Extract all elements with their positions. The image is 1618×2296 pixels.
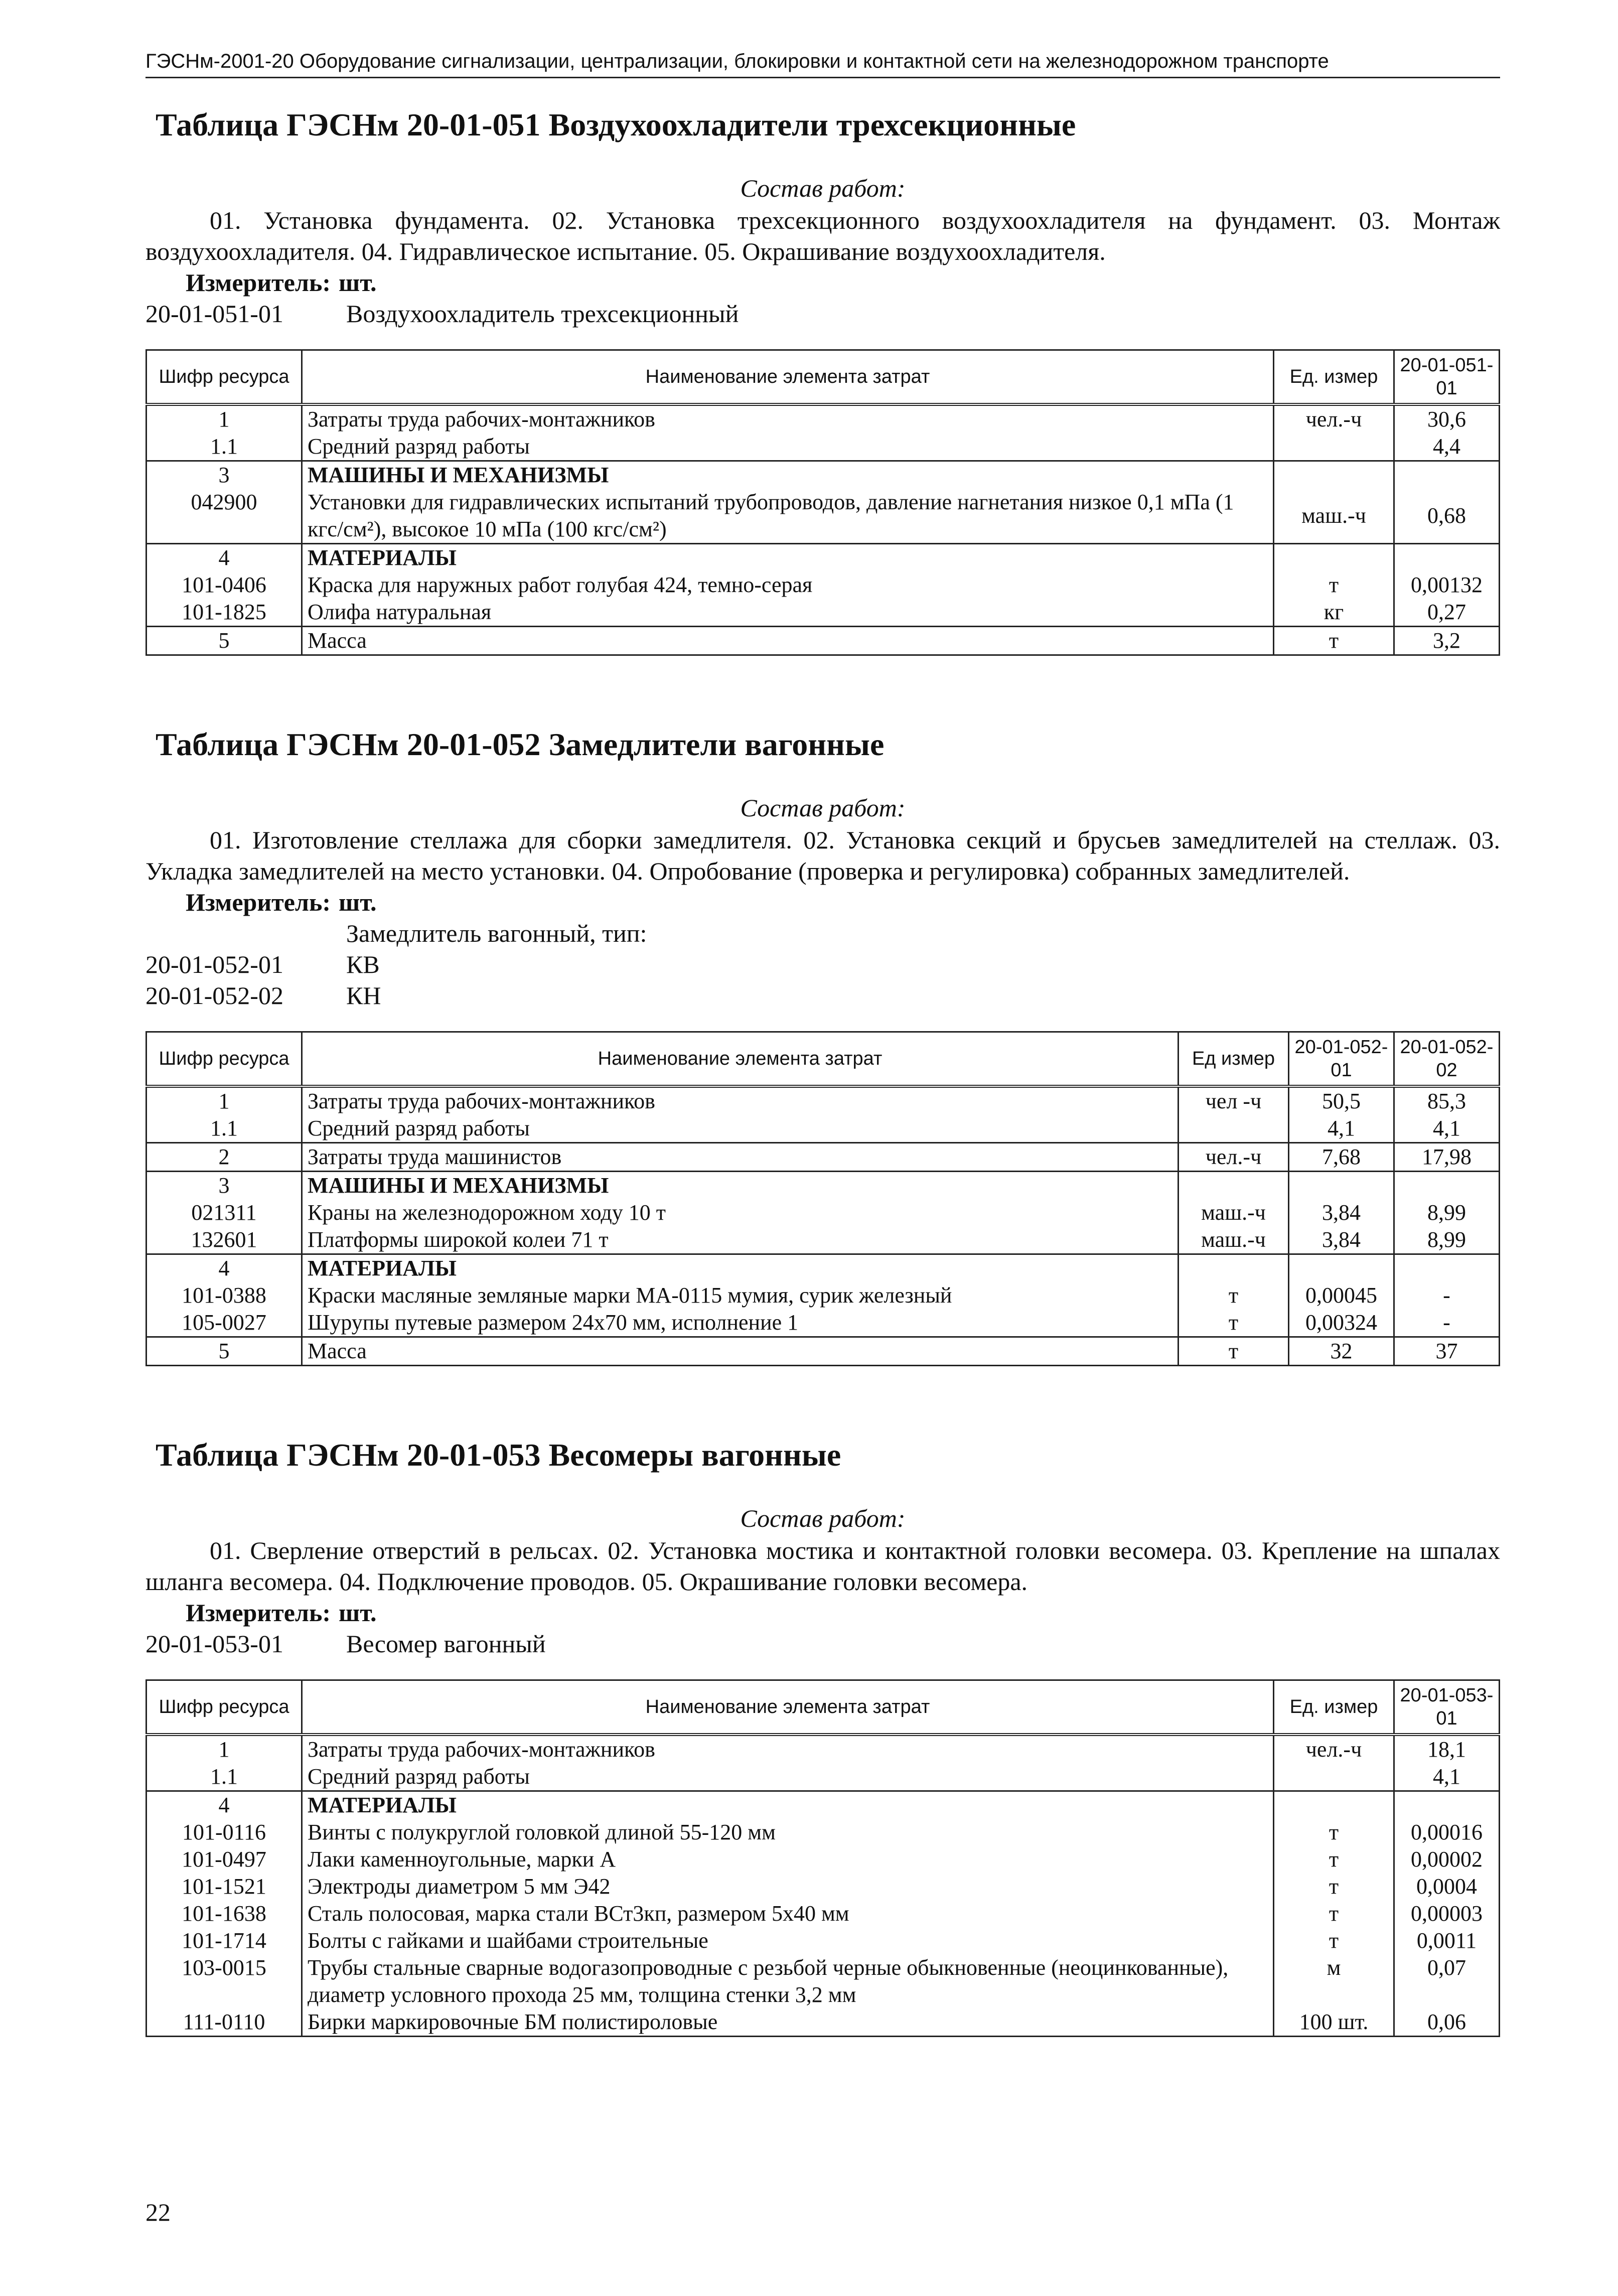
cell-code: 101-1714: [146, 1927, 302, 1954]
cell-name: Масса: [302, 627, 1274, 655]
cell-name: Болты с гайками и шайбами строительные: [302, 1927, 1274, 1954]
measure-line: [186, 887, 1500, 918]
cell-code: 1.1: [146, 1763, 302, 1791]
cell-value: 0,0004: [1394, 1873, 1500, 1900]
cell-value: [1394, 1172, 1500, 1200]
works-text: 01. Установка фундамента. 02. Установка трехсекционного воздухоохладителя на фундамент. 03. Монтаж воздухоохладителя. 04. Гидравлическое испытание. 05. Окрашивание воздухоохладителя.: [145, 206, 1500, 265]
table-row: [146, 433, 1500, 461]
header-code: Шифр ресурса: [146, 1680, 302, 1735]
cell-name: Затраты труда рабочих-монтажников: [302, 1086, 1179, 1115]
cell-name: Средний разряд работы: [302, 1763, 1274, 1791]
resource-table: [145, 1031, 1500, 1366]
cell-code: 3: [146, 461, 302, 489]
table-row: [146, 1819, 1500, 1846]
cell-code: 101-1521: [146, 1873, 302, 1900]
table-row: [146, 1846, 1500, 1873]
header-norm-code: 20-01-052-01: [1289, 1032, 1394, 1087]
cell-name: Затраты труда рабочих-монтажников: [302, 1735, 1274, 1763]
table-row: [146, 1282, 1500, 1309]
cell-name: Сталь полосовая, марка стали ВСт3кп, размером 5x40 мм: [302, 1900, 1274, 1927]
cell-name: Электроды диаметром 5 мм Э42: [302, 1873, 1274, 1900]
cell-value: 8,99: [1394, 1226, 1500, 1254]
cell-code: 021311: [146, 1199, 302, 1226]
cell-code: 4: [146, 544, 302, 572]
cell-unit: чел -ч: [1179, 1086, 1289, 1115]
cell-value: 0,00324: [1289, 1309, 1394, 1337]
cell-value: -: [1394, 1309, 1500, 1337]
cell-value: 85,3: [1394, 1086, 1500, 1115]
cell-value: 0,00002: [1394, 1846, 1500, 1873]
cell-unit: [1274, 544, 1394, 572]
cell-code: 1: [146, 1735, 302, 1763]
cell-name: МАШИНЫ И МЕХАНИЗМЫ: [302, 1172, 1179, 1200]
section-title: Таблица ГЭСНм 20-01-052 Замедлители вагонные: [156, 727, 885, 762]
page-number: 22: [145, 2198, 171, 2226]
section-title: Таблица ГЭСНм 20-01-053 Весомеры вагонные: [156, 1437, 841, 1473]
cell-unit: маш.-ч: [1274, 489, 1394, 544]
norm-name: КВ: [346, 950, 380, 978]
cell-unit: чел.-ч: [1274, 404, 1394, 433]
cell-code: 101-0116: [146, 1819, 302, 1846]
cell-unit: кг: [1274, 599, 1394, 627]
cell-unit: т: [1274, 627, 1394, 655]
table-row: [146, 1172, 1500, 1200]
table-row: [146, 489, 1500, 544]
table-row: [146, 1791, 1500, 1819]
cell-unit: [1274, 433, 1394, 461]
norm-name: КН: [346, 981, 381, 1010]
cell-value: [1394, 1254, 1500, 1282]
cell-code: 132601: [146, 1226, 302, 1254]
cell-value: 4,4: [1394, 433, 1500, 461]
type-heading: Замедлитель вагонный, тип:: [346, 919, 647, 947]
cell-value: 0,00016: [1394, 1819, 1500, 1846]
document-page: [145, 50, 1500, 2037]
sections-container: [145, 106, 1500, 2037]
cell-code: 101-0497: [146, 1846, 302, 1873]
table-row: [146, 1900, 1500, 1927]
cell-value: [1394, 544, 1500, 572]
table-row: [146, 1873, 1500, 1900]
table-row: [146, 1199, 1500, 1226]
measure-unit: шт.: [339, 268, 377, 297]
cell-name: МАТЕРИАЛЫ: [302, 544, 1274, 572]
table-row: [146, 1337, 1500, 1366]
cell-code: 1: [146, 404, 302, 433]
cell-name: Шурупы путевые размером 24x70 мм, исполнение 1: [302, 1309, 1179, 1337]
measure-label: Измеритель:: [186, 888, 331, 916]
cell-value: 3,2: [1394, 627, 1500, 655]
cell-unit: чел.-ч: [1179, 1143, 1289, 1172]
table-row: [146, 1763, 1500, 1791]
cell-value: 0,00003: [1394, 1900, 1500, 1927]
header-code: Шифр ресурса: [146, 1032, 302, 1087]
header-unit: Ед измер: [1179, 1032, 1289, 1087]
cell-name: Бирки маркировочные БМ полистироловые: [302, 2008, 1274, 2037]
cell-unit: [1179, 1172, 1289, 1200]
cell-value: 17,98: [1394, 1143, 1500, 1172]
table-header-row: [146, 350, 1500, 405]
resource-table: [145, 349, 1500, 656]
cell-value: 8,99: [1394, 1199, 1500, 1226]
measure-unit: шт.: [339, 1599, 377, 1627]
cell-unit: [1179, 1115, 1289, 1143]
header-norm-code: 20-01-053-01: [1394, 1680, 1500, 1735]
works-text: 01. Сверление отверстий в рельсах. 02. Установка мостика и контактной головки весомера. 03. Крепление на шпалах шланга весомера. 04. Подключение проводов. 05. Окрашивание головки весомера.: [145, 1536, 1500, 1596]
norm-code-line: [145, 298, 1500, 329]
cell-unit: [1274, 461, 1394, 489]
norm-name: Воздухоохладитель трехсекционный: [346, 300, 739, 328]
norm-name: Весомер вагонный: [346, 1630, 546, 1658]
cell-value: 0,27: [1394, 599, 1500, 627]
cell-name: Лаки каменноугольные, марки А: [302, 1846, 1274, 1873]
cell-value: 0,00132: [1394, 571, 1500, 599]
cell-unit: т: [1179, 1337, 1289, 1366]
works-text: 01. Изготовление стеллажа для сборки замедлителя. 02. Установка секций и брусьев замедлителей на стеллаж. 03. Укладка замедлителей на место установки. 04. Опробование (проверка и регулировка) собранных замедлителей.: [145, 826, 1500, 885]
table-row: [146, 1309, 1500, 1337]
cell-value: [1289, 1254, 1394, 1282]
cell-unit: 100 шт.: [1274, 2008, 1394, 2037]
table-row: [146, 544, 1500, 572]
cell-value: [1394, 461, 1500, 489]
cell-unit: т: [1274, 1873, 1394, 1900]
norm-code: 20-01-052-01: [145, 950, 283, 978]
cell-code: 111-0110: [146, 2008, 302, 2037]
cell-code: 101-0388: [146, 1282, 302, 1309]
table-row: [146, 1954, 1500, 2008]
table-row: [146, 1086, 1500, 1115]
cell-name: Средний разряд работы: [302, 1115, 1179, 1143]
table-row: [146, 2008, 1500, 2037]
cell-unit: т: [1274, 1846, 1394, 1873]
cell-value: 0,00045: [1289, 1282, 1394, 1309]
table-row: [146, 1927, 1500, 1954]
composition-label: Состав работ:: [740, 174, 906, 202]
cell-name: Платформы широкой колеи 71 т: [302, 1226, 1179, 1254]
header-norm-code: 20-01-052-02: [1394, 1032, 1500, 1087]
norm-code: 20-01-051-01: [145, 300, 283, 328]
cell-code: 3: [146, 1172, 302, 1200]
cell-unit: [1179, 1254, 1289, 1282]
table-row: [146, 461, 1500, 489]
cell-value: 3,84: [1289, 1199, 1394, 1226]
cell-unit: т: [1179, 1282, 1289, 1309]
norm-code: 20-01-052-02: [145, 981, 283, 1010]
cell-value: -: [1394, 1282, 1500, 1309]
cell-unit: маш.-ч: [1179, 1199, 1289, 1226]
cell-unit: т: [1274, 1900, 1394, 1927]
header-name: Наименование элемента затрат: [302, 1032, 1179, 1087]
cell-name: Средний разряд работы: [302, 433, 1274, 461]
table-row: [146, 627, 1500, 655]
header-name: Наименование элемента затрат: [302, 1680, 1274, 1735]
cell-code: 042900: [146, 489, 302, 544]
cell-name: Краски масляные земляные марки МА-0115 мумия, сурик железный: [302, 1282, 1179, 1309]
cell-name: Краны на железнодорожном ходу 10 т: [302, 1199, 1179, 1226]
cell-name: Установки для гидравлических испытаний трубопроводов, давление нагнетания низкое 0,1 мПа (1 кгс/см²), высокое 10 мПа (100 кгс/см²): [302, 489, 1274, 544]
cell-code: 1.1: [146, 1115, 302, 1143]
cell-code: 4: [146, 1791, 302, 1819]
section-title: Таблица ГЭСНм 20-01-051 Воздухоохладители трехсекционные: [156, 107, 1076, 142]
table-row: [146, 1735, 1500, 1763]
cell-value: 37: [1394, 1337, 1500, 1366]
cell-value: 0,68: [1394, 489, 1500, 544]
table-section: [145, 106, 1500, 656]
cell-name: Краска для наружных работ голубая 424, темно-серая: [302, 571, 1274, 599]
header-code: Шифр ресурса: [146, 350, 302, 405]
measure-line: [186, 1597, 1500, 1628]
cell-value: 32: [1289, 1337, 1394, 1366]
cell-value: 0,06: [1394, 2008, 1500, 2037]
cell-code: 1.1: [146, 433, 302, 461]
table-header-row: [146, 1032, 1500, 1087]
table-row: [146, 404, 1500, 433]
cell-unit: т: [1274, 1927, 1394, 1954]
cell-unit: [1274, 1763, 1394, 1791]
measure-label: Измеритель:: [186, 268, 331, 297]
cell-name: Винты с полукруглой головкой длиной 55-120 мм: [302, 1819, 1274, 1846]
header-unit: Ед. измер: [1274, 350, 1394, 405]
measure-label: Измеритель:: [186, 1599, 331, 1627]
table-row: [146, 1254, 1500, 1282]
cell-code: 2: [146, 1143, 302, 1172]
cell-code: 101-0406: [146, 571, 302, 599]
table-section: [145, 726, 1500, 1366]
cell-name: МАТЕРИАЛЫ: [302, 1791, 1274, 1819]
table-row: [146, 1143, 1500, 1172]
resource-table: [145, 1679, 1500, 2037]
cell-unit: [1274, 1791, 1394, 1819]
table-row: [146, 571, 1500, 599]
cell-code: 1: [146, 1086, 302, 1115]
header-name: Наименование элемента затрат: [302, 350, 1274, 405]
cell-code: 103-0015: [146, 1954, 302, 2008]
norm-code-line: [145, 1628, 1500, 1659]
cell-value: [1394, 1791, 1500, 1819]
cell-unit: чел.-ч: [1274, 1735, 1394, 1763]
header-norm-code: 20-01-051-01: [1394, 350, 1500, 405]
cell-unit: т: [1179, 1309, 1289, 1337]
cell-unit: м: [1274, 1954, 1394, 2008]
cell-code: 5: [146, 627, 302, 655]
cell-value: 4,1: [1394, 1115, 1500, 1143]
cell-unit: маш.-ч: [1179, 1226, 1289, 1254]
cell-name: Затраты труда рабочих-монтажников: [302, 404, 1274, 433]
table-section: [145, 1437, 1500, 2037]
cell-value: 4,1: [1394, 1763, 1500, 1791]
cell-name: МАТЕРИАЛЫ: [302, 1254, 1179, 1282]
cell-code: 4: [146, 1254, 302, 1282]
measure-unit: шт.: [339, 888, 377, 916]
cell-value: 7,68: [1289, 1143, 1394, 1172]
cell-name: Масса: [302, 1337, 1179, 1366]
cell-value: [1289, 1172, 1394, 1200]
norm-code-line: [145, 980, 1500, 1011]
cell-value: 18,1: [1394, 1735, 1500, 1763]
composition-label: Состав работ:: [740, 794, 906, 822]
norm-code: 20-01-053-01: [145, 1630, 283, 1658]
cell-code: 101-1825: [146, 599, 302, 627]
table-row: [146, 1226, 1500, 1254]
cell-value: 4,1: [1289, 1115, 1394, 1143]
header-unit: Ед. измер: [1274, 1680, 1394, 1735]
cell-name: МАШИНЫ И МЕХАНИЗМЫ: [302, 461, 1274, 489]
cell-code: 5: [146, 1337, 302, 1366]
running-header: ГЭСНм-2001-20 Оборудование сигнализации, централизации, блокировки и контактной сети на железнодорожном транспорте: [145, 50, 1500, 78]
table-row: [146, 1115, 1500, 1143]
measure-line: [186, 267, 1500, 298]
table-row: [146, 599, 1500, 627]
cell-unit: т: [1274, 1819, 1394, 1846]
cell-name: Олифа натуральная: [302, 599, 1274, 627]
table-header-row: [146, 1680, 1500, 1735]
cell-value: 0,0011: [1394, 1927, 1500, 1954]
cell-value: 0,07: [1394, 1954, 1500, 2008]
composition-label: Состав работ:: [740, 1504, 906, 1532]
cell-value: 3,84: [1289, 1226, 1394, 1254]
cell-value: 50,5: [1289, 1086, 1394, 1115]
cell-code: 101-1638: [146, 1900, 302, 1927]
cell-value: 30,6: [1394, 404, 1500, 433]
cell-unit: т: [1274, 571, 1394, 599]
norm-code-line: [145, 949, 1500, 980]
cell-code: 105-0027: [146, 1309, 302, 1337]
cell-name: Трубы стальные сварные водогазопроводные с резьбой черные обыкновенные (неоцинкованные), диаметр условного прохода 25 мм, толщина стенки 3,2 мм: [302, 1954, 1274, 2008]
cell-name: Затраты труда машинистов: [302, 1143, 1179, 1172]
